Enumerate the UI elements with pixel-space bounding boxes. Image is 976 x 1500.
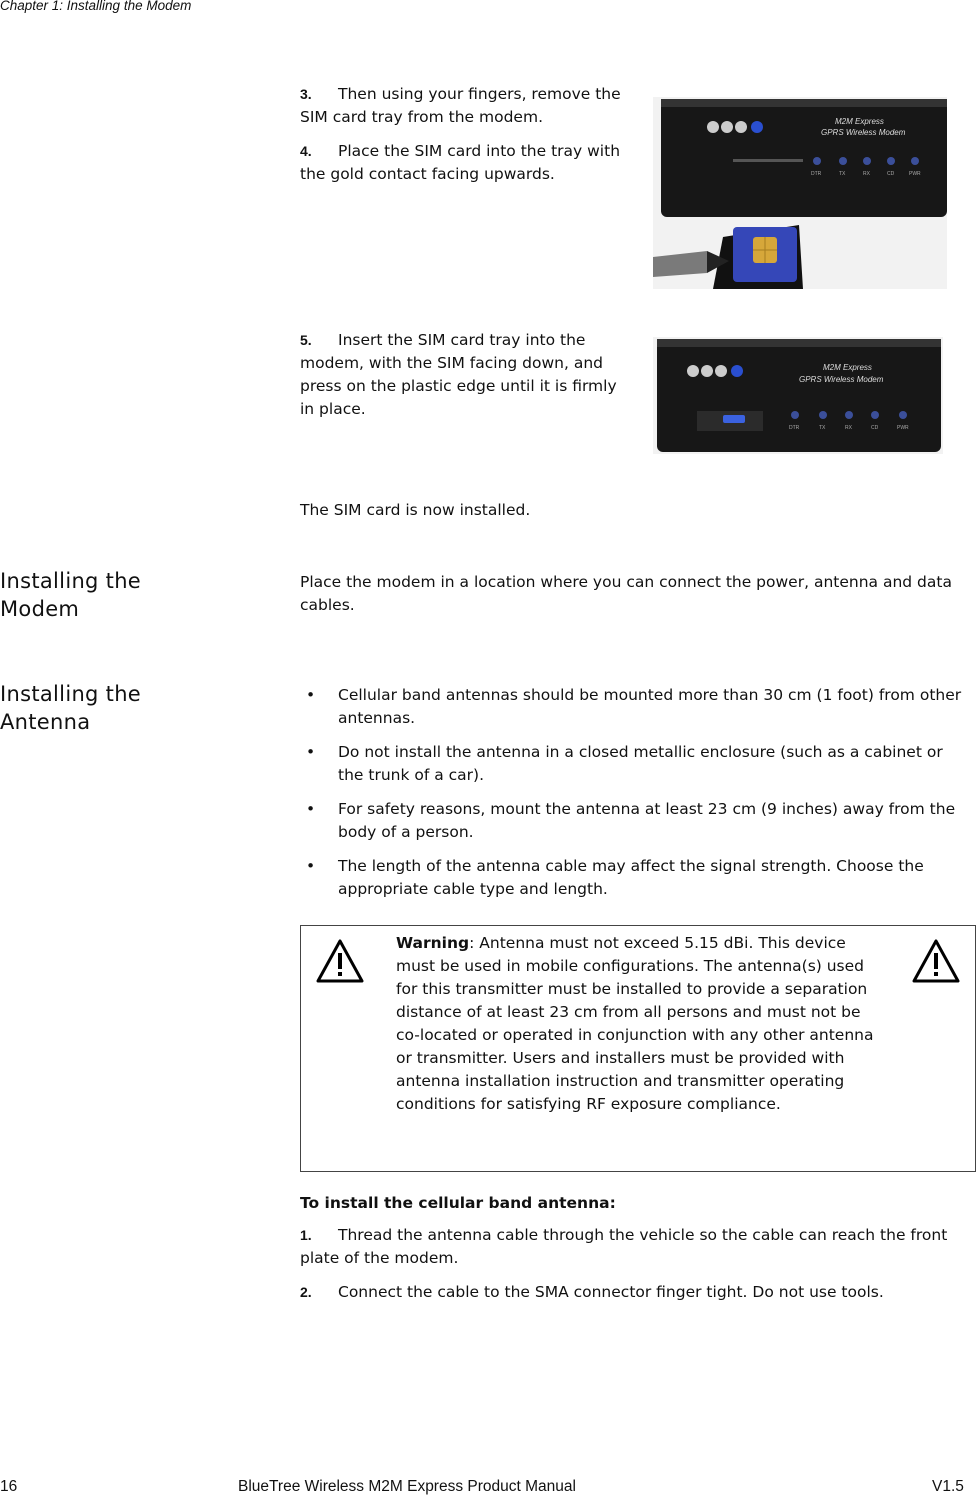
procedure-steps	[300, 1224, 972, 1304]
step-4	[300, 140, 630, 186]
photo2-led-cd: CD	[871, 425, 879, 431]
step-number: 5.	[300, 332, 312, 348]
step-text: Connect the cable to the SMA connector finger tight. Do not use tools.	[338, 1283, 884, 1301]
warning-box	[300, 925, 976, 1172]
section-heading-modem: Installing the Modem	[0, 569, 142, 621]
photo2-led-tx: TX	[819, 425, 826, 431]
photo-led-rx: RX	[863, 171, 870, 177]
procedure-step-2	[300, 1281, 972, 1304]
step-number: 3.	[300, 86, 312, 102]
bullet-dot: •	[306, 800, 316, 818]
steps-top	[300, 83, 630, 186]
warning-body: : Antenna must not exceed 5.15 dBi. This device must be used in mobile configurations. The antenna(s) used for this transmitter must be installed to provide a separation distance of at least 23 cm from all persons and must not be co-located or operated in conjunction with any other antenna or transmitter. Users and installers must be provided with antenna installation instruction and transmitter operating conditions for satisfying RF exposure compliance.	[396, 934, 874, 1113]
modem-sim-tray-photo	[653, 97, 947, 289]
bullet-item	[300, 855, 972, 901]
modem-sim-inserted-photo	[653, 337, 943, 454]
bullet-dot: •	[306, 857, 316, 875]
photo-led-pwr: PWR	[909, 171, 921, 177]
step-number: 2.	[300, 1284, 312, 1300]
photo-led-dtr: DTR	[811, 171, 822, 177]
footer-version: V1.5	[932, 1478, 964, 1495]
procedure-title: To install the cellular band antenna:	[300, 1194, 616, 1212]
step-text: Insert the SIM card tray into the modem, with the SIM facing down, and press on the plastic edge until it is firmly in place.	[300, 331, 617, 418]
step-3	[300, 83, 630, 129]
photo2-led-rx: RX	[845, 425, 852, 431]
bullet-dot: •	[306, 743, 316, 761]
step-number: 1.	[300, 1227, 312, 1243]
modem-sim-tray-illustration	[653, 97, 947, 289]
sim-installed-text: The SIM card is now installed.	[300, 501, 531, 519]
step-5	[300, 329, 620, 421]
photo2-brand-line2: GPRS Wireless Modem	[799, 375, 884, 384]
photo-brand-line1: M2M Express	[835, 117, 884, 126]
section-heading-antenna: Installing the Antenna	[0, 682, 142, 734]
step-text: Place the SIM card into the tray with the gold contact facing upwards.	[300, 142, 621, 183]
bullet-item	[300, 741, 972, 787]
bullet-item	[300, 798, 972, 844]
bullet-text: Do not install the antenna in a closed metallic enclosure (such as a cabinet or the trunk of a car).	[338, 743, 943, 784]
warning-label: Warning	[396, 934, 470, 952]
step-number: 4.	[300, 143, 312, 159]
procedure-step-1	[300, 1224, 972, 1270]
running-header: Chapter 1: Installing the Modem	[0, 0, 192, 13]
step-text: Thread the antenna cable through the vehicle so the cable can reach the front plate of the modem.	[300, 1226, 948, 1267]
photo-brand-line2: GPRS Wireless Modem	[821, 128, 906, 137]
photo2-brand-line1: M2M Express	[823, 363, 872, 372]
warning-text	[396, 932, 888, 1116]
antenna-bullet-list	[300, 684, 972, 912]
bullet-text: The length of the antenna cable may affect the signal strength. Choose the appropriate cable type and length.	[338, 857, 924, 898]
bullet-text: Cellular band antennas should be mounted more than 30 cm (1 foot) from other antennas.	[338, 686, 962, 727]
photo-led-tx: TX	[839, 171, 846, 177]
warning-triangle-icon	[315, 938, 365, 984]
footer-page-number: 16	[0, 1478, 18, 1495]
photo2-led-pwr: PWR	[897, 425, 909, 431]
step-text: Then using your fingers, remove the SIM card tray from the modem.	[300, 85, 621, 126]
footer-title: BlueTree Wireless M2M Express Product Manual	[238, 1478, 576, 1495]
bullet-text: For safety reasons, mount the antenna at least 23 cm (9 inches) away from the body of a person.	[338, 800, 956, 841]
bullet-dot: •	[306, 686, 316, 704]
warning-triangle-icon-right	[911, 938, 961, 984]
photo-led-cd: CD	[887, 171, 895, 177]
section-modem-text: Place the modem in a location where you can connect the power, antenna and data cables.	[300, 573, 952, 614]
modem-sim-inserted-illustration	[653, 337, 943, 454]
bullet-item	[300, 684, 972, 730]
photo2-led-dtr: DTR	[789, 425, 800, 431]
